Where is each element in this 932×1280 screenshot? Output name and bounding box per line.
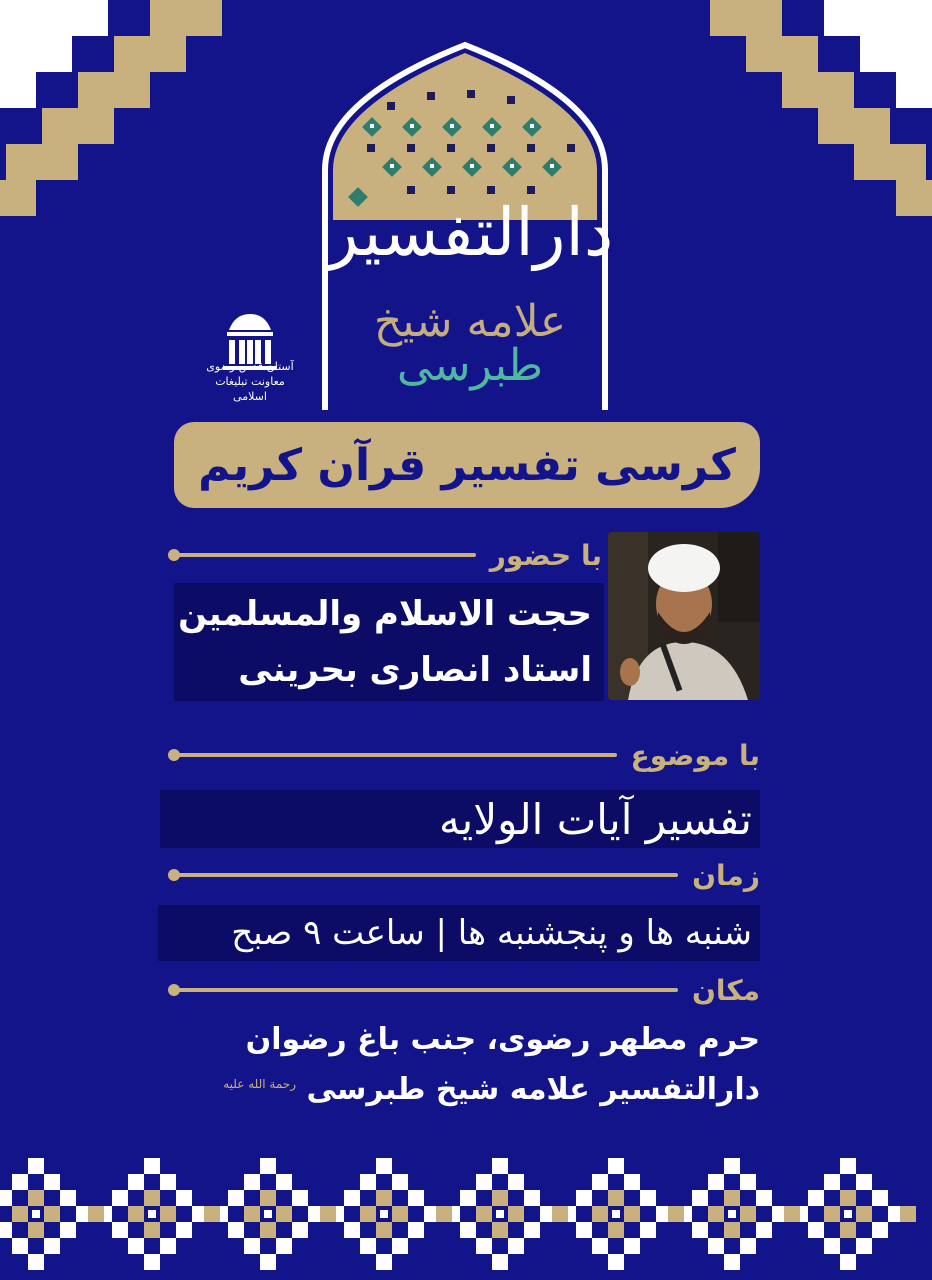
speaker-title: حجت الاسلام والمسلمین (178, 594, 592, 634)
presence-label-row (172, 540, 602, 570)
place-line2-text: دارالتفسیر علامه شیخ طبرسی (306, 1072, 760, 1107)
subtitle-sheikh: شیخ (373, 296, 453, 347)
subtitle-calligraphy (310, 296, 630, 391)
speaker-photo (608, 532, 760, 700)
time-value: شنبه ها و پنجشنبه ها | ساعت ۹ صبح (231, 913, 752, 953)
presence-label: با حضور (489, 538, 602, 572)
emblem-caption (205, 360, 295, 405)
divider-line (172, 553, 476, 557)
title-calligraphy: دارالتفسیر (326, 194, 614, 271)
corner-ornament-right (702, 0, 932, 230)
divider-line (172, 873, 678, 877)
subtitle-tabarsi: طبرسی (396, 340, 544, 391)
speaker-portrait-icon (608, 532, 760, 700)
place-line1: حرم مطهر رضوی، جنب باغ رضوان (245, 1022, 760, 1057)
speaker-name: استاد انصاری بحرینی (238, 650, 592, 690)
honorific: رحمة الله علیه (223, 1077, 297, 1091)
divider-line (172, 988, 678, 992)
time-label: زمان (692, 858, 760, 892)
time-box (158, 905, 760, 961)
banner-title: کرسی تفسیر قرآن کریم (198, 439, 736, 491)
emblem-caption-line2: معاونت تبلیغات اسلامی (215, 374, 285, 403)
title-banner (174, 422, 760, 508)
topic-value: تفسیر آیات الولایه (439, 794, 752, 844)
time-label-row (172, 860, 760, 890)
corner-ornament-left (0, 0, 230, 230)
topic-label-row (172, 740, 760, 770)
subtitle-allameh: علامه (466, 296, 567, 347)
divider-line (172, 753, 617, 757)
place-label: مکان (691, 973, 760, 1007)
place-line2 (223, 1072, 760, 1107)
place-label-row (172, 975, 760, 1005)
topic-box (160, 790, 760, 848)
topic-label: با موضوع (630, 738, 760, 772)
emblem-caption-line1: آستان قدس رضوی (206, 360, 294, 373)
bottom-pattern-band (0, 1148, 932, 1280)
